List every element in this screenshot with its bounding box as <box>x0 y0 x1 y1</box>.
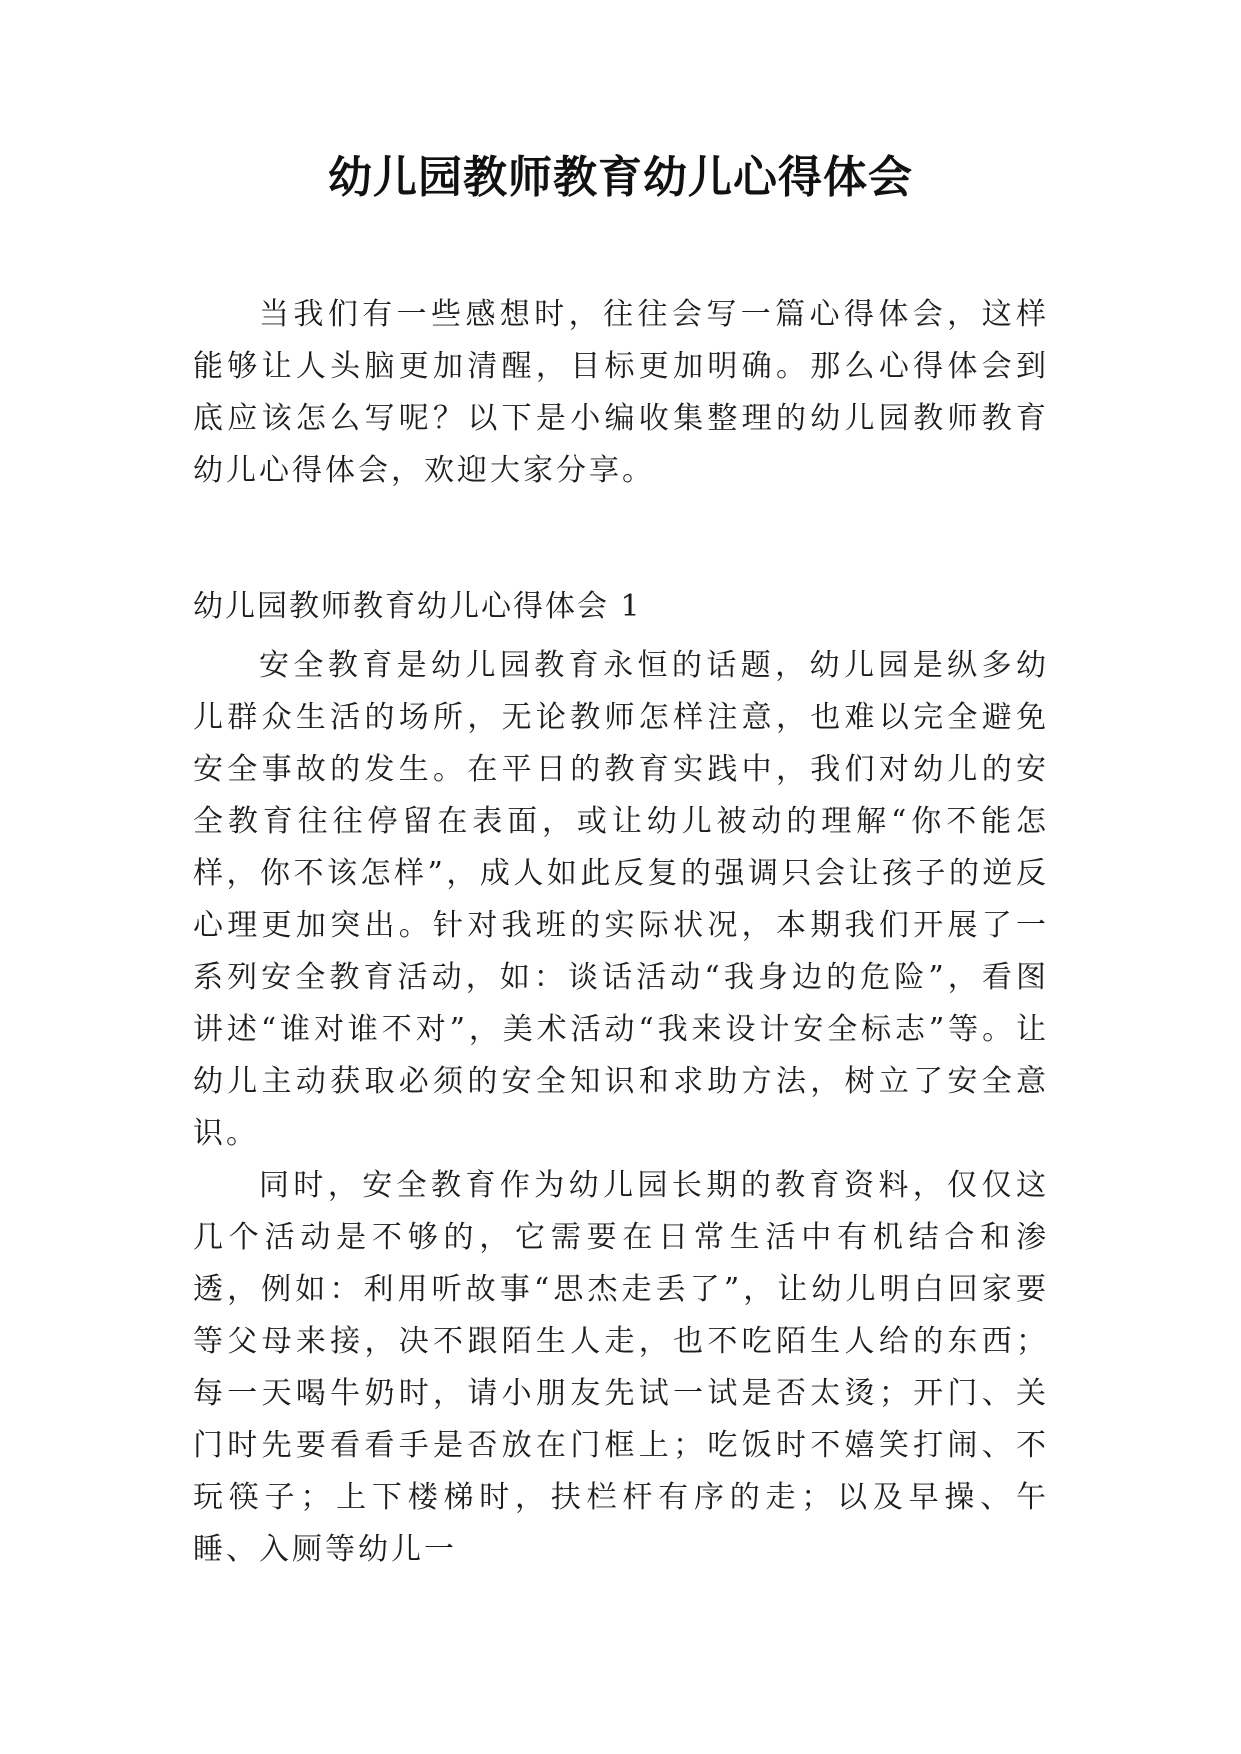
intro-paragraph: 当我们有一些感想时，往往会写一篇心得体会，这样能够让人头脑更加清醒，目标更加明确。那么心得体会到底应该怎么写呢？以下是小编收集整理的幼儿园教师教育幼儿心得体会，欢迎大家分享。 <box>193 297 1049 488</box>
document-title: 幼儿园教师教育幼儿心得体会 <box>328 152 913 203</box>
body-paragraph-2: 同时，安全教育作为幼儿园长期的教育资料，仅仅这几个活动是不够的，它需要在日常生活中有机结合和渗透，例如：利用听故事“思杰走丢了”，让幼儿明白回家要等父母来接，决不跟陌生人走，也不吃陌生人给的东西；每一天喝牛奶时，请小朋友先试一试是否太烫；开门、关门时先要看看手是否放在门框上；吃饭时不嬉笑打闹、不玩筷子；上下楼梯时，扶栏杆有序的走；以及早操、午睡、入厕等幼儿一 <box>193 1168 1049 1567</box>
section-body <box>193 640 1049 1576</box>
intro-section <box>193 289 1049 497</box>
section-heading: 幼儿园教师教育幼儿心得体会 1 <box>193 589 642 624</box>
body-paragraph-1: 安全教育是幼儿园教育永恒的话题，幼儿园是纵多幼儿群众生活的场所，无论教师怎样注意，也难以完全避免安全事故的发生。在平日的教育实践中，我们对幼儿的安全教育往往停留在表面，或让幼儿被动的理解“你不能怎样，你不该怎样”，成人如此反复的强调只会让孩子的逆反心理更加突出。针对我班的实际状况，本期我们开展了一系列安全教育活动，如：谈话活动“我身边的危险”，看图讲述“谁对谁不对”，美术活动“我来设计安全标志”等。让幼儿主动获取必须的安全知识和求助方法，树立了安全意识。 <box>193 648 1049 1151</box>
